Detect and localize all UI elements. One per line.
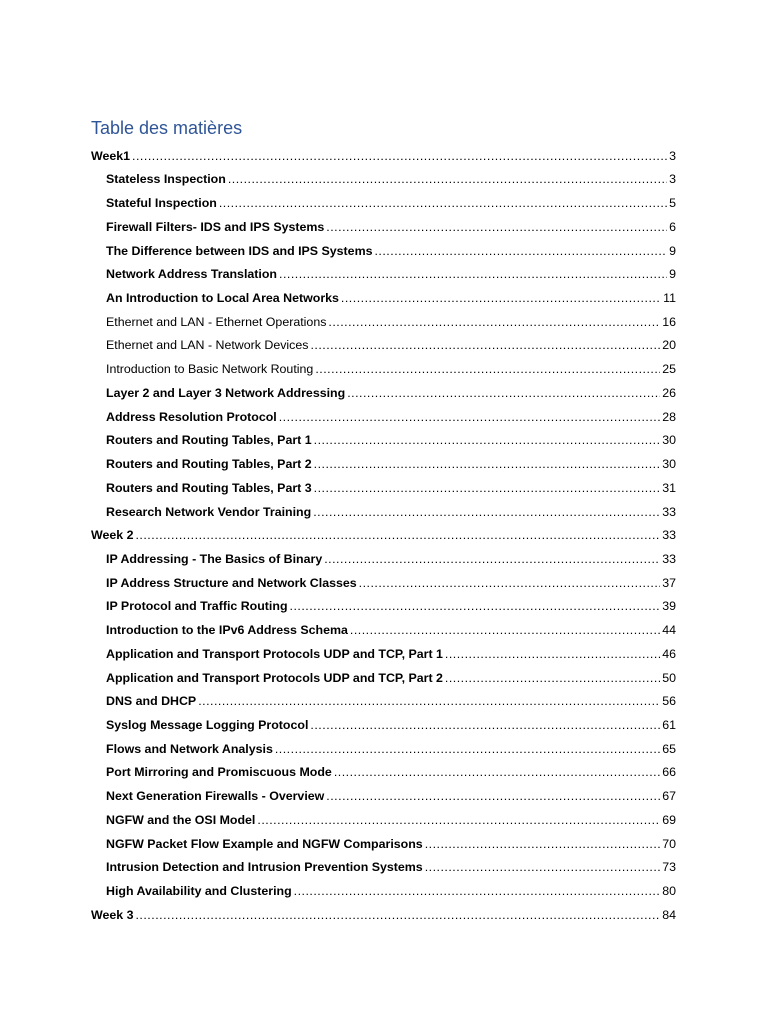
- toc-dot-leader: [314, 456, 661, 472]
- toc-page-number: 30: [662, 433, 676, 448]
- toc-dot-leader: [275, 741, 660, 757]
- toc-list: [0, 140, 768, 923]
- toc-dot-leader: [315, 361, 660, 377]
- toc-page-number: 73: [662, 860, 676, 875]
- toc-page-number: 44: [662, 623, 676, 638]
- toc-dot-leader: [425, 836, 661, 852]
- toc-entry-title: Routers and Routing Tables, Part 2: [106, 457, 312, 472]
- toc-page-number: 37: [662, 575, 676, 590]
- toc-entry-title: Stateful Inspection: [106, 196, 217, 211]
- toc-entry[interactable]: [0, 804, 768, 828]
- toc-page-number: 25: [662, 362, 676, 377]
- toc-page-number: 3: [669, 148, 676, 163]
- toc-entry-title: Next Generation Firewalls - Overview: [106, 789, 325, 804]
- toc-entry[interactable]: [0, 543, 768, 567]
- toc-dot-leader: [310, 337, 660, 353]
- toc-page-number: 30: [662, 457, 676, 472]
- toc-page-number: 65: [662, 741, 676, 756]
- toc-page-number: 31: [662, 480, 676, 495]
- toc-dot-leader: [257, 812, 660, 828]
- toc-page-number: 84: [662, 907, 676, 922]
- toc-entry-title: Introduction to the IPv6 Address Schema: [106, 623, 348, 638]
- toc-dot-leader: [445, 646, 660, 662]
- toc-entry-title: Flows and Network Analysis: [106, 741, 273, 756]
- toc-entry-title: IP Protocol and Traffic Routing: [106, 599, 288, 614]
- toc-entry-title: Introduction to Basic Network Routing: [106, 362, 314, 377]
- toc-page-number: 9: [669, 267, 676, 282]
- toc-entry[interactable]: [0, 757, 768, 781]
- toc-dot-leader: [290, 598, 661, 614]
- toc-entry-title: Intrusion Detection and Intrusion Prevention Systems: [106, 860, 423, 875]
- toc-dot-leader: [219, 195, 667, 211]
- toc-entry[interactable]: [0, 496, 768, 520]
- toc-dot-leader: [198, 693, 660, 709]
- toc-entry-title: Ethernet and LAN - Network Devices: [106, 338, 309, 353]
- toc-title: Table des matières: [91, 118, 243, 138]
- toc-dot-leader: [326, 788, 660, 804]
- toc-page-number: 26: [662, 385, 676, 400]
- toc-page-number: 70: [662, 836, 676, 851]
- toc-page-number: 5: [669, 196, 676, 211]
- toc-page-number: 33: [662, 504, 676, 519]
- toc-entry-title: Syslog Message Logging Protocol: [106, 717, 309, 732]
- toc-entry-title: Stateless Inspection: [106, 172, 226, 187]
- toc-entry[interactable]: [0, 306, 768, 330]
- toc-entry-title: NGFW Packet Flow Example and NGFW Comparisons: [106, 836, 423, 851]
- toc-dot-leader: [279, 409, 660, 425]
- toc-page-number: 16: [662, 314, 676, 329]
- toc-dot-leader: [350, 622, 660, 638]
- toc-entry[interactable]: [0, 259, 768, 283]
- toc-entry-title: Port Mirroring and Promiscuous Mode: [106, 765, 332, 780]
- toc-entry-title: Application and Transport Protocols UDP and TCP, Part 1: [106, 646, 443, 661]
- toc-entry-title: Routers and Routing Tables, Part 1: [106, 433, 312, 448]
- toc-entry[interactable]: [0, 211, 768, 235]
- toc-section-entry[interactable]: [0, 140, 768, 164]
- toc-dot-leader: [228, 171, 667, 187]
- toc-entry-title: The Difference between IDS and IPS Systems: [106, 243, 373, 258]
- toc-entry-title: Week1: [91, 148, 131, 163]
- toc-entry[interactable]: [0, 377, 768, 401]
- toc-dot-leader: [324, 551, 660, 567]
- toc-page-number: 61: [662, 717, 676, 732]
- toc-entry[interactable]: [0, 187, 768, 211]
- toc-entry[interactable]: [0, 353, 768, 377]
- toc-dot-leader: [310, 717, 660, 733]
- toc-entry[interactable]: [0, 472, 768, 496]
- toc-entry[interactable]: [0, 662, 768, 686]
- toc-section-entry[interactable]: [0, 899, 768, 923]
- toc-entry[interactable]: [0, 330, 768, 354]
- toc-page-number: 11: [663, 291, 676, 306]
- toc-entry[interactable]: [0, 448, 768, 472]
- toc-dot-leader: [347, 385, 660, 401]
- toc-entry-title: Layer 2 and Layer 3 Network Addressing: [106, 385, 346, 400]
- toc-entry[interactable]: [0, 282, 768, 306]
- toc-entry-title: IP Address Structure and Network Classes: [106, 575, 357, 590]
- toc-dot-leader: [341, 290, 661, 306]
- toc-entry-title: Network Address Translation: [106, 267, 277, 282]
- toc-entry-title: Application and Transport Protocols UDP and TCP, Part 2: [106, 670, 443, 685]
- toc-dot-leader: [328, 314, 660, 330]
- toc-page-number: 39: [662, 599, 676, 614]
- toc-entry-title: Week 2: [91, 528, 134, 543]
- toc-dot-leader: [374, 243, 667, 259]
- toc-page-number: 46: [662, 646, 676, 661]
- toc-dot-leader: [313, 504, 660, 520]
- toc-page-number: 56: [662, 694, 676, 709]
- toc-dot-leader: [314, 480, 661, 496]
- toc-entry[interactable]: [0, 614, 768, 638]
- toc-entry-title: IP Addressing - The Basics of Binary: [106, 551, 323, 566]
- toc-entry[interactable]: [0, 852, 768, 876]
- toc-entry-title: Address Resolution Protocol: [106, 409, 277, 424]
- toc-entry[interactable]: [0, 164, 768, 188]
- toc-entry[interactable]: [0, 828, 768, 852]
- toc-page-number: 20: [662, 338, 676, 353]
- toc-dot-leader: [359, 575, 661, 591]
- toc-entry[interactable]: [0, 567, 768, 591]
- toc-page-number: 69: [662, 812, 676, 827]
- toc-page-number: 80: [662, 884, 676, 898]
- toc-dot-leader: [334, 764, 660, 780]
- toc-entry[interactable]: [0, 780, 768, 804]
- toc-entry-title: NGFW and the OSI Model: [106, 812, 256, 827]
- toc-entry-title: Routers and Routing Tables, Part 3: [106, 480, 312, 495]
- toc-entry-title: Ethernet and LAN - Ethernet Operations: [106, 314, 327, 329]
- toc-page-number: 28: [662, 409, 676, 424]
- toc-entry[interactable]: [0, 686, 768, 710]
- toc-dot-leader: [326, 219, 667, 235]
- toc-page-number: 3: [669, 172, 676, 187]
- toc-dot-leader: [314, 432, 661, 448]
- toc-entry-title: Week 3: [91, 907, 134, 922]
- toc-page-number: 9: [669, 243, 676, 258]
- toc-entry-title: High Availability and Clustering: [106, 884, 292, 898]
- toc-entry-title: An Introduction to Local Area Networks: [106, 291, 339, 306]
- toc-entry-title: DNS and DHCP: [106, 694, 197, 709]
- toc-entry[interactable]: [0, 709, 768, 733]
- toc-page-number: 66: [662, 765, 676, 780]
- toc-entry[interactable]: [0, 591, 768, 615]
- toc-entry[interactable]: [0, 425, 768, 449]
- toc-page-number: 67: [662, 789, 676, 804]
- toc-dot-leader: [445, 670, 660, 686]
- toc-entry[interactable]: [0, 401, 768, 425]
- toc-dot-leader: [279, 266, 667, 282]
- toc-page-number: 33: [662, 528, 676, 543]
- toc-entry[interactable]: [0, 875, 768, 899]
- toc-entry[interactable]: [0, 235, 768, 259]
- toc-dot-leader: [135, 907, 660, 923]
- toc-page-number: 33: [662, 551, 676, 566]
- toc-section-entry[interactable]: [0, 520, 768, 544]
- toc-dot-leader: [135, 527, 660, 543]
- toc-entry-title: Research Network Vendor Training: [106, 504, 312, 519]
- toc-entry[interactable]: [0, 638, 768, 662]
- toc-dot-leader: [294, 883, 661, 899]
- toc-entry-title: Firewall Filters- IDS and IPS Systems: [106, 219, 325, 234]
- toc-dot-leader: [132, 148, 667, 164]
- toc-entry[interactable]: [0, 733, 768, 757]
- toc-dot-leader: [425, 859, 661, 875]
- toc-page-number: 50: [662, 670, 676, 685]
- toc-page-number: 6: [669, 219, 676, 234]
